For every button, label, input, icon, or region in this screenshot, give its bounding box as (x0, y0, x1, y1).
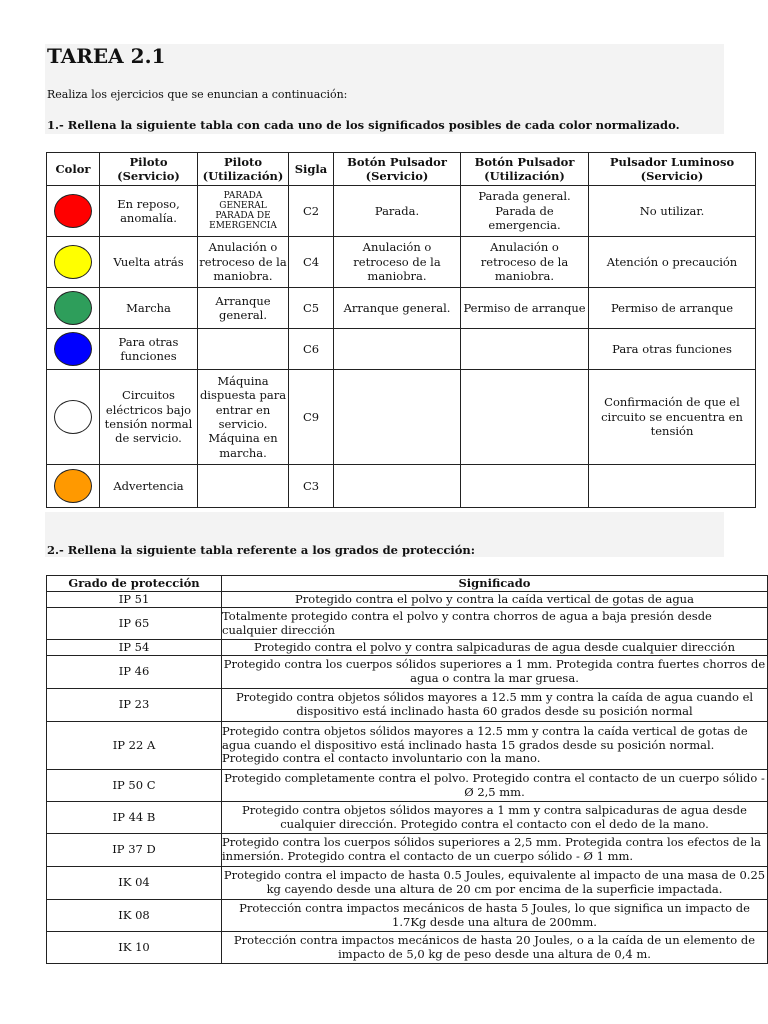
green-color-circle (54, 291, 92, 325)
table-row (47, 900, 768, 932)
protection-table-header (47, 576, 768, 592)
cell: Circuitos eléctricos bajo tensión normal de servicio. (100, 370, 198, 465)
cell: C5 (289, 288, 334, 329)
meaning-cell: Protegido contra objetos sólidos mayores a 1 mm y contra salpicaduras de agua desde cualquier dirección. Protegido contra el contacto con el dedo de la mano. (222, 802, 768, 834)
cell (198, 465, 289, 508)
meaning-cell: Protegido contra el polvo y contra la caída vertical de gotas de agua (222, 592, 768, 608)
grade-cell: IK 08 (47, 900, 222, 932)
grade-cell: IP 23 (47, 689, 222, 722)
cell: Arranque general. (334, 288, 461, 329)
cell: Permiso de arranque (589, 288, 756, 329)
table-row (47, 592, 768, 608)
page-title: TAREA 2.1 (47, 44, 166, 68)
grade-cell: IK 04 (47, 867, 222, 900)
header-cell: Botón Pulsador (Servicio) (334, 153, 461, 186)
meaning-cell: Protegido contra el impacto de hasta 0.5 Joules, equivalente al impacto de una masa de 0.25 kg cayendo desde una altura de 20 cm por encima de la superficie impactada. (222, 867, 768, 900)
intro-text: Realiza los ejercicios que se enuncian a continuación: (47, 88, 348, 101)
table-row (47, 640, 768, 656)
grade-cell: IP 51 (47, 592, 222, 608)
color-cell (47, 288, 100, 329)
cell: Confirmación de que el circuito se encuentra en tensión (589, 370, 756, 465)
cell: Anulación o retroceso de la maniobra. (461, 237, 589, 288)
color-cell (47, 370, 100, 465)
cell: C4 (289, 237, 334, 288)
cell: Anulación o retroceso de la maniobra. (198, 237, 289, 288)
table-row (47, 802, 768, 834)
cell: Parada. (334, 186, 461, 237)
cell: Para otras funciones (589, 329, 756, 370)
header-cell: Pulsador Luminoso (Servicio) (589, 153, 756, 186)
cell: C6 (289, 329, 334, 370)
header-cell: Significado (222, 576, 768, 592)
cell (198, 329, 289, 370)
meaning-cell: Totalmente protegido contra el polvo y contra chorros de agua a baja presión desde cualquier dirección (222, 608, 768, 640)
cell (461, 329, 589, 370)
color-cell (47, 329, 100, 370)
header-cell: Sigla (289, 153, 334, 186)
cell: Atención o precaución (589, 237, 756, 288)
cell: Arranque general. (198, 288, 289, 329)
header-cell: Piloto (Utilización) (198, 153, 289, 186)
table-row (47, 186, 756, 237)
orange-color-circle (54, 469, 92, 503)
color-cell (47, 237, 100, 288)
grade-cell: IP 54 (47, 640, 222, 656)
white-color-circle (54, 400, 92, 434)
table-row (47, 288, 756, 329)
meaning-cell: Protegido contra objetos sólidos mayores a 12.5 mm y contra la caída vertical de gotas de agua cuando el dispositivo está inclinado hasta 15 grados desde su posición normal. Protegido contra el contacto involuntario con la mano. (222, 722, 768, 770)
yellow-color-circle (54, 245, 92, 279)
header-cell: Piloto (Servicio) (100, 153, 198, 186)
grade-cell: IP 37 D (47, 834, 222, 867)
table-row (47, 932, 768, 964)
cell: PARADA GENERAL PARADA DE EMERGENCIA (198, 186, 289, 237)
meaning-cell: Protección contra impactos mecánicos de hasta 5 Joules, lo que significa un impacto de 1.7Kg desde una altura de 200mm. (222, 900, 768, 932)
cell (334, 370, 461, 465)
grade-cell: IP 22 A (47, 722, 222, 770)
cell (334, 329, 461, 370)
table-row (47, 608, 768, 640)
table-row (47, 834, 768, 867)
table-row (47, 689, 768, 722)
table-row (47, 370, 756, 465)
color-cell (47, 465, 100, 508)
header-cell: Grado de protección (47, 576, 222, 592)
cell: Marcha (100, 288, 198, 329)
cell: Parada general. Parada de emergencia. (461, 186, 589, 237)
cell: C9 (289, 370, 334, 465)
header-cell: Color (47, 153, 100, 186)
cell: Advertencia (100, 465, 198, 508)
cell: Anulación o retroceso de la maniobra. (334, 237, 461, 288)
table-row (47, 867, 768, 900)
meaning-cell: Protegido contra los cuerpos sólidos superiores a 2,5 mm. Protegida contra los efectos de la inmersión. Protegido contra el contacto de un cuerpo sólido - Ø 1 mm. (222, 834, 768, 867)
meaning-cell: Protegido contra el polvo y contra salpicaduras de agua desde cualquier dirección (222, 640, 768, 656)
cell: C2 (289, 186, 334, 237)
table-row (47, 237, 756, 288)
color-cell (47, 186, 100, 237)
meaning-cell: Protegido contra objetos sólidos mayores a 12.5 mm y contra la caída de agua cuando el dispositivo está inclinado hasta 60 grados desde su posición normal (222, 689, 768, 722)
colors-table (46, 152, 756, 508)
colors-table-header (47, 153, 756, 186)
cell: Para otras funciones (100, 329, 198, 370)
cell (461, 465, 589, 508)
table-row (47, 329, 756, 370)
red-color-circle (54, 194, 92, 228)
cell: Permiso de arranque (461, 288, 589, 329)
cell: En reposo, anomalía. (100, 186, 198, 237)
grade-cell: IP 44 B (47, 802, 222, 834)
table-row (47, 722, 768, 770)
cell: Vuelta atrás (100, 237, 198, 288)
cell: No utilizar. (589, 186, 756, 237)
protection-table (46, 575, 768, 964)
cell (461, 370, 589, 465)
question-1: 1.- Rellena la siguiente tabla con cada uno de los significados posibles de cada color normalizado. (47, 118, 680, 132)
cell (589, 465, 756, 508)
header-cell: Botón Pulsador (Utilización) (461, 153, 589, 186)
question-2: 2.- Rellena la siguiente tabla referente a los grados de protección: (47, 543, 476, 557)
table-row (47, 770, 768, 802)
meaning-cell: Protegido contra los cuerpos sólidos superiores a 1 mm. Protegida contra fuertes chorros de agua o contra la mar gruesa. (222, 656, 768, 689)
meaning-cell: Protegido completamente contra el polvo. Protegido contra el contacto de un cuerpo sólido - Ø 2,5 mm. (222, 770, 768, 802)
meaning-cell: Protección contra impactos mecánicos de hasta 20 Joules, o a la caída de un elemento de impacto de 5,0 kg de peso desde una altura de 0,4 m. (222, 932, 768, 964)
grade-cell: IP 46 (47, 656, 222, 689)
cell: C3 (289, 465, 334, 508)
blue-color-circle (54, 332, 92, 366)
grade-cell: IP 50 C (47, 770, 222, 802)
cell (334, 465, 461, 508)
grade-cell: IK 10 (47, 932, 222, 964)
cell: Máquina dispuesta para entrar en servicio. Máquina en marcha. (198, 370, 289, 465)
table-row (47, 656, 768, 689)
grade-cell: IP 65 (47, 608, 222, 640)
table-row (47, 465, 756, 508)
